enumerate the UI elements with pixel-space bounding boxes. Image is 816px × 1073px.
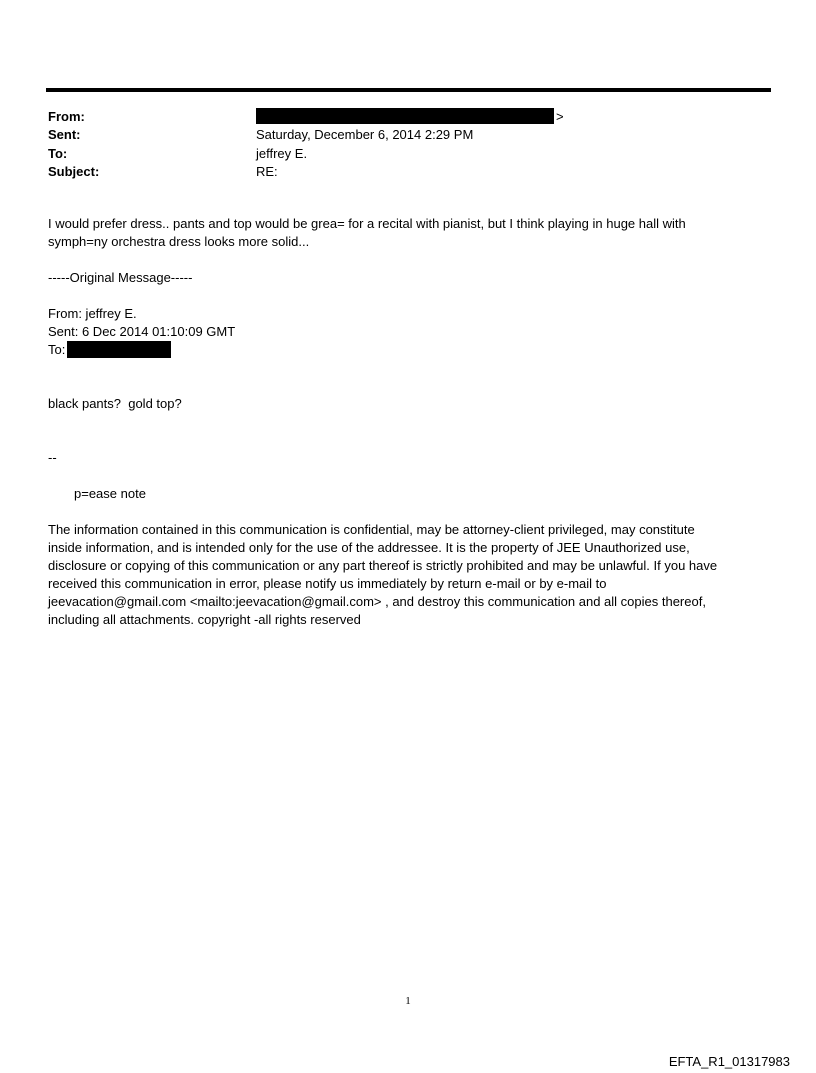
subject-label: Subject: [48,163,100,179]
from-value [256,108,564,126]
to-row [48,145,768,163]
original-from: From: jeffrey E. [48,306,137,321]
email-header [48,108,768,181]
disclaimer-line-4: received this communication in error, please notify us immediately by return e-mail or by e-mail to [48,576,607,591]
disclaimer-line-5: jeevacation@gmail.com <mailto:jeevacation@gmail.com> , and destroy this communication and all copies thereof, [48,594,706,609]
reply-line-1: I would prefer dress.. pants and top would be grea= for a recital with pianist, but I think playing in huge hall with [48,216,686,231]
header-rule [46,88,771,92]
page-number: 1 [405,995,411,1007]
email-body [48,215,768,629]
document-id: EFTA_R1_01317983 [668,1054,790,1069]
from-row [48,108,768,126]
signature-dashes: -- [48,450,57,465]
sent-row [48,126,768,144]
disclaimer-line-6: including all attachments. copyright -all rights reserved [48,612,361,627]
spacer [48,251,768,269]
to-redaction-box [67,341,171,358]
from-redaction-box [256,108,554,124]
original-message-separator: -----Original Message----- [48,270,193,285]
spacer [48,287,768,305]
disclaimer-line-3: disclosure or copying of this communication or any part thereof is strictly prohibited and may be unlawful. If you have [48,558,718,573]
original-to-label: To: [48,342,66,357]
please-note: p=ease note [74,486,146,501]
subject-value: RE: [256,163,278,179]
sent-label: Sent: [48,127,81,143]
spacer [48,359,768,395]
spacer [48,503,768,521]
to-value: jeffrey E. [256,145,308,161]
disclaimer-line-1: The information contained in this communication is confidential, may be attorney-client privileged, may constitute [48,522,695,537]
original-sent: Sent: 6 Dec 2014 01:10:09 GMT [48,324,236,339]
disclaimer-line-2: inside information, and is intended only for the use of the addressee. It is the property of JEE Unauthorized use, [48,540,690,555]
spacer [48,413,768,449]
original-to [48,341,768,359]
from-label: From: [48,109,85,124]
from-suffix: > [556,109,564,124]
reply-line-2: symph=ny orchestra dress looks more solid... [48,234,310,249]
original-message-text: black pants? gold top? [48,396,182,411]
spacer [48,467,768,485]
sent-value: Saturday, December 6, 2014 2:29 PM [256,127,474,143]
subject-row [48,163,768,181]
to-label: To: [48,145,68,161]
